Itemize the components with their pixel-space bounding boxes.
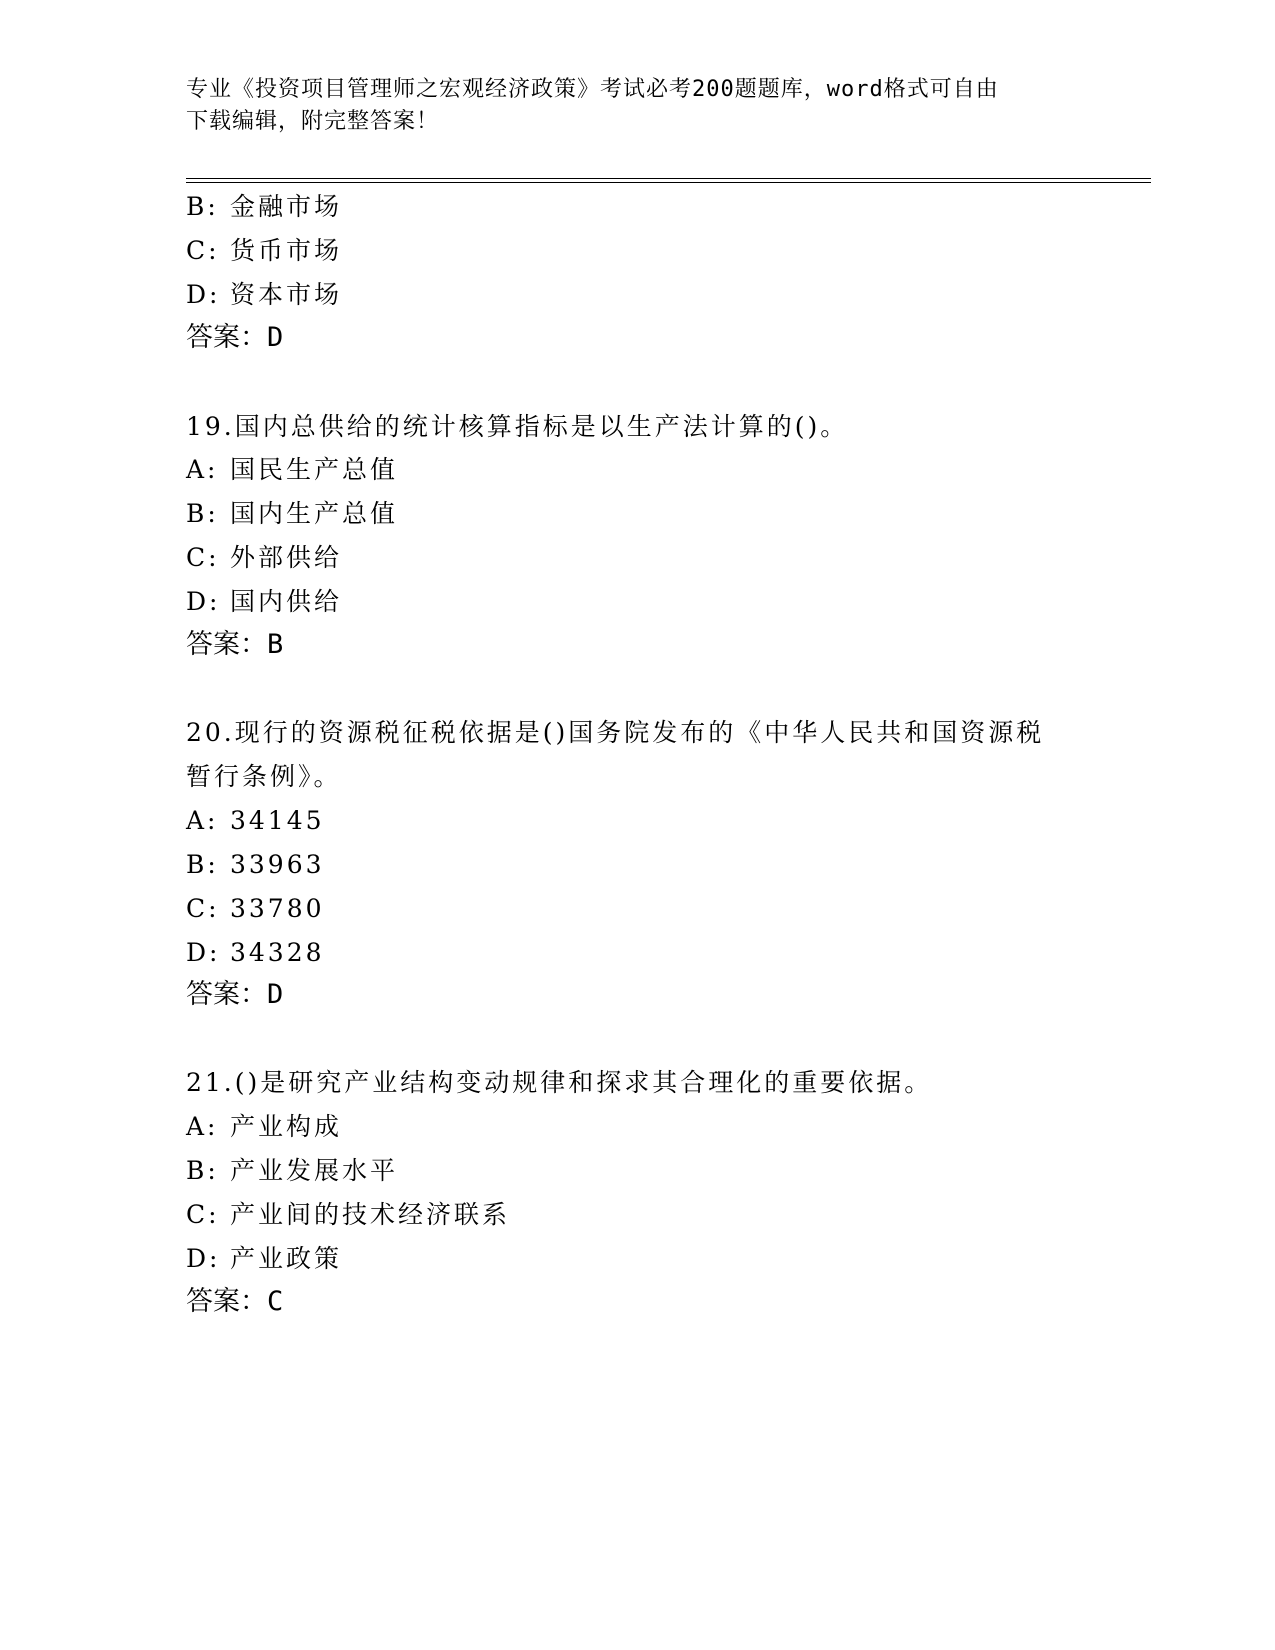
- answer-line: 答案：B: [186, 629, 284, 660]
- option-label: C:: [186, 1200, 220, 1229]
- header-line-1: 专业《投资项目管理师之宏观经济政策》考试必考200题题库，word格式可自由: [186, 77, 999, 102]
- option-label: A:: [186, 455, 219, 484]
- option-line: [186, 497, 398, 531]
- answer-line: 答案：C: [186, 1286, 284, 1317]
- option-label: A:: [186, 806, 219, 835]
- answer-line: 答案：D: [186, 979, 284, 1010]
- option-line: [186, 1242, 342, 1276]
- header-rule-bottom: [186, 182, 1151, 183]
- option-label: D:: [186, 587, 221, 616]
- option-line: [186, 892, 325, 926]
- option-text: 产业构成: [230, 1112, 343, 1141]
- option-text: 产业间的技术经济联系: [230, 1200, 511, 1229]
- option-text: 34145: [230, 806, 325, 835]
- option-text: 33780: [230, 894, 325, 923]
- option-label: D:: [186, 1244, 221, 1273]
- option-text: 国内生产总值: [230, 499, 399, 528]
- option-label: D:: [186, 938, 221, 967]
- answer-line: 答案：D: [186, 322, 284, 353]
- option-label: B:: [186, 850, 219, 879]
- option-line: [186, 278, 342, 312]
- option-line: [186, 541, 342, 575]
- option-line: [186, 1154, 398, 1188]
- option-line: [186, 1110, 342, 1144]
- option-text: 产业政策: [230, 1244, 343, 1273]
- question-stem: 21.()是研究产业结构变动规律和探求其合理化的重要依据。: [186, 1068, 933, 1097]
- option-text: 外部供给: [230, 543, 343, 572]
- option-line: [186, 234, 342, 268]
- option-line: [186, 848, 325, 882]
- header-line-2: 下载编辑，附完整答案！: [186, 109, 440, 134]
- option-text: 金融市场: [230, 192, 343, 221]
- option-label: C:: [186, 543, 220, 572]
- option-line: [186, 585, 342, 619]
- option-label: D:: [186, 280, 221, 309]
- option-text: 货币市场: [230, 236, 343, 265]
- option-text: 国民生产总值: [230, 455, 399, 484]
- option-line: [186, 453, 398, 487]
- option-text: 34328: [230, 938, 325, 967]
- document-header: [186, 74, 1066, 138]
- option-line: [186, 1198, 510, 1232]
- option-text: 国内供给: [230, 587, 343, 616]
- option-line: [186, 190, 342, 224]
- option-line: [186, 936, 325, 970]
- option-label: C:: [186, 894, 220, 923]
- option-line: [186, 804, 325, 838]
- header-rule-top: [186, 178, 1151, 179]
- option-label: A:: [186, 1112, 219, 1141]
- question-stem: 19.国内总供给的统计核算指标是以生产法计算的()。: [186, 412, 849, 441]
- option-text: 资本市场: [230, 280, 343, 309]
- option-text: 产业发展水平: [230, 1156, 399, 1185]
- option-label: B:: [186, 192, 219, 221]
- question-stem-continued: 暂行条例》。: [186, 762, 342, 791]
- option-label: B:: [186, 1156, 219, 1185]
- question-stem: 20.现行的资源税征税依据是()国务院发布的《中华人民共和国资源税: [186, 718, 1045, 747]
- option-text: 33963: [230, 850, 325, 879]
- option-label: C:: [186, 236, 220, 265]
- option-label: B:: [186, 499, 219, 528]
